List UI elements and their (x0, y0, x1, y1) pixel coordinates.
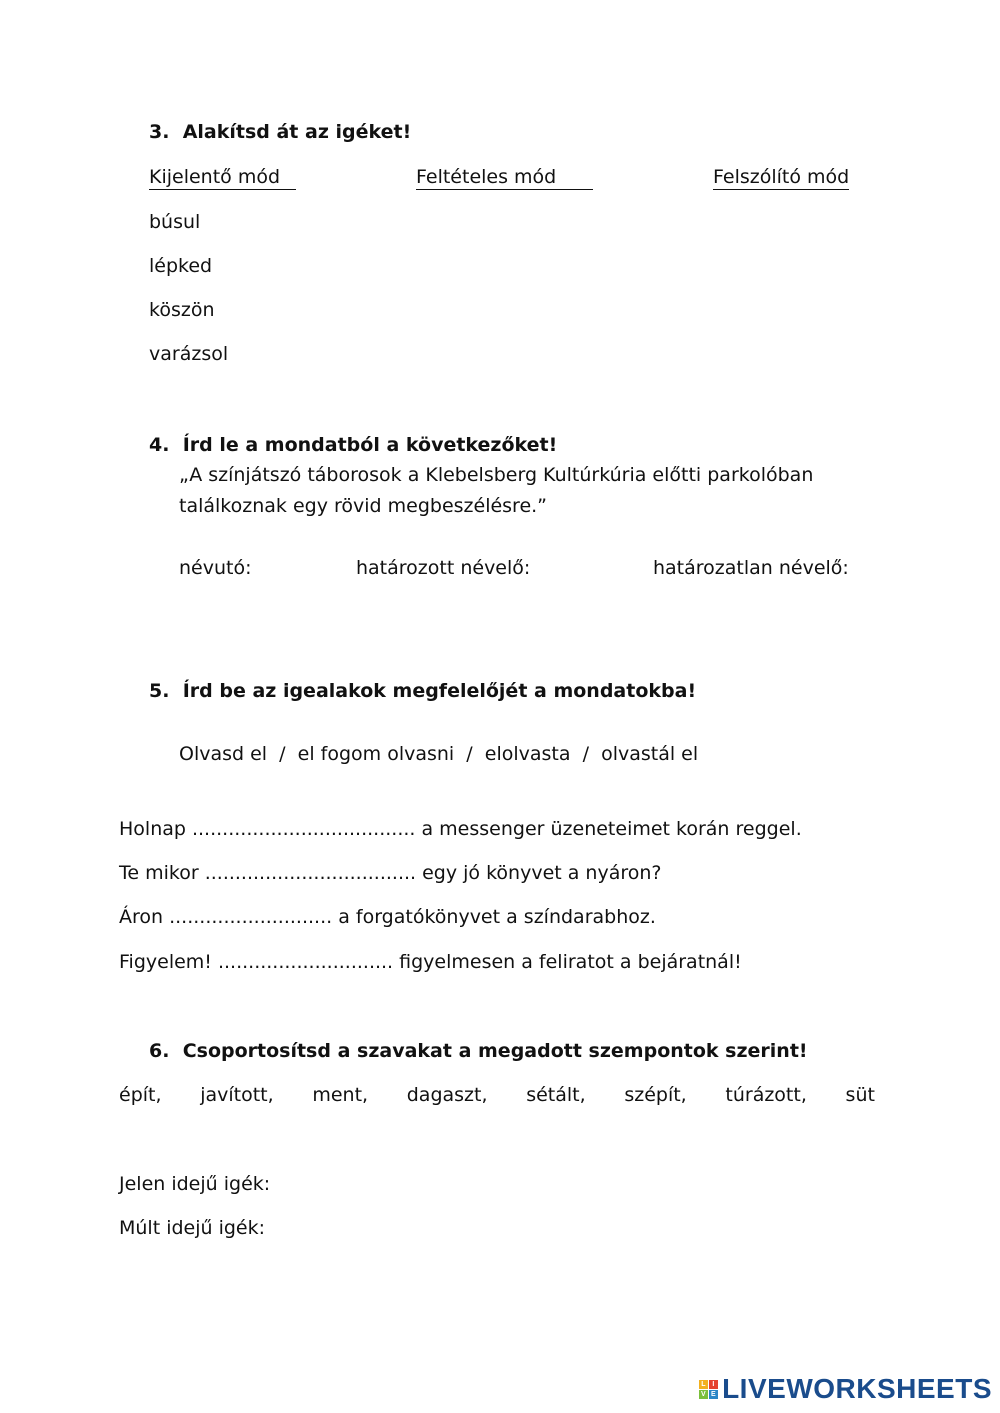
label-hatarozatlan-nevelo: határozatlan névelő: (653, 557, 849, 579)
word-item: javított, (200, 1084, 274, 1106)
section3-heading (149, 121, 411, 143)
section6-title: Csoportosítsd a szavakat a megadott szempontok szerint! (182, 1040, 808, 1062)
section3-number: 3. (149, 121, 170, 143)
word-item: szépít, (624, 1084, 687, 1106)
word-list (119, 1084, 875, 1106)
header-kijelento: Kijelentő mód (149, 166, 296, 190)
label-hatarozott-nevelo: határozott névelő: (356, 557, 531, 579)
section3-title: Alakítsd át az igéket! (182, 121, 412, 143)
logo-mark-icon: L I V E (700, 1380, 717, 1398)
section6-heading (149, 1040, 808, 1062)
section6-number: 6. (149, 1040, 170, 1062)
liveworksheets-logo[interactable] (699, 1373, 992, 1405)
section4-title: Írd le a mondatból a következőket! (182, 434, 558, 456)
present-tense-label: Jelen idejű igék: (119, 1173, 271, 1195)
past-tense-label: Múlt idejű igék: (119, 1217, 266, 1239)
word-item: süt (845, 1084, 875, 1106)
section5-number: 5. (149, 680, 170, 702)
sentence-te-mikor: Te mikor ................................... egy jó könyvet a nyáron? (119, 862, 662, 884)
word-item: épít, (119, 1084, 162, 1106)
header-felszolito: Felszólító mód (713, 166, 850, 188)
verb-lepked: lépked (149, 255, 213, 277)
verb-options: Olvasd el / el fogom olvasni / elolvasta / olvastál el (179, 743, 699, 765)
verb-koszon: köszön (149, 299, 215, 321)
section4-heading (149, 434, 557, 456)
header-felteteles: Feltételes mód (416, 166, 593, 190)
section4-number: 4. (149, 434, 170, 456)
verb-busul: búsul (149, 211, 201, 233)
word-item: ment, (312, 1084, 369, 1106)
logo-text: LIVEWORKSHEETS (722, 1373, 992, 1404)
verb-varazsol: varázsol (149, 343, 229, 365)
word-item: dagaszt, (406, 1084, 488, 1106)
word-item: túrázott, (725, 1084, 807, 1106)
section5-heading (149, 680, 696, 702)
section5-title: Írd be az igealakok megfelelőjét a mondatokba! (182, 680, 697, 702)
label-nevuto: névutó: (179, 557, 252, 579)
quote-line-1: „A színjátszó táborosok a Klebelsberg Kultúrkúria előtti parkolóban (179, 464, 814, 486)
sentence-aron: Áron ........................... a forgatókönyvet a színdarabhoz. (119, 906, 656, 928)
word-item: sétált, (526, 1084, 586, 1106)
quote-line-2: találkoznak egy rövid megbeszélésre.” (179, 495, 548, 517)
sentence-holnap: Holnap ..................................... a messenger üzeneteimet korán reggel. (119, 818, 802, 840)
sentence-figyelem: Figyelem! ............................. figyelmesen a feliratot a bejáratnál! (119, 951, 742, 973)
